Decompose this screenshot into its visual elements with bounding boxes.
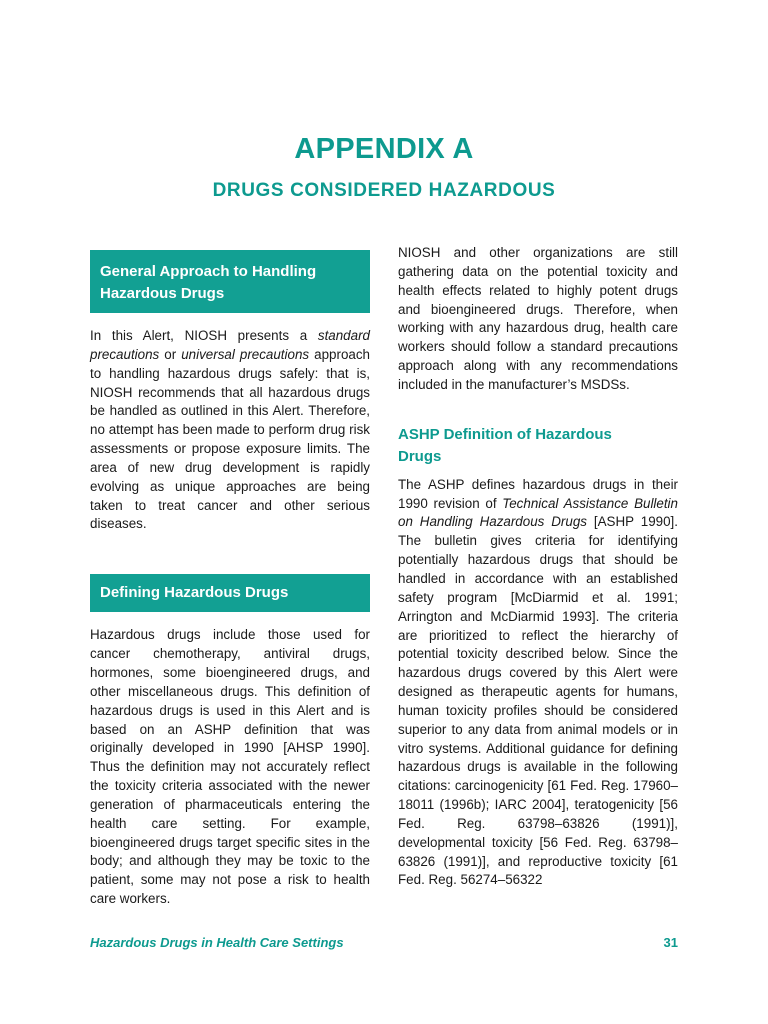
section-heading-line: General Approach to Handling bbox=[100, 263, 317, 280]
section-heading-general-approach bbox=[90, 250, 370, 313]
general-approach-paragraph bbox=[90, 327, 370, 534]
text-run: or bbox=[159, 346, 182, 362]
ashp-paragraph bbox=[398, 476, 678, 891]
left-column bbox=[90, 250, 370, 909]
text-run-italic: Technical Assistance Bulletin on Handling Hazardous Drugs bbox=[398, 495, 678, 530]
text-run: The ASHP defines hazardous drugs in their 1990 revision of bbox=[398, 476, 678, 511]
appendix-title: APPENDIX A bbox=[294, 133, 474, 165]
section-heading-line: Drugs bbox=[398, 447, 442, 465]
defining-paragraph: Hazardous drugs include those used for cancer chemotherapy, antiviral drugs, hormones, some bioengineered drugs, and other miscellaneous drugs. This definition of hazardous drugs is used in this Alert and is based on an ASHP definition that was originally developed in 1990 [AHSP 1990]. Thus the definition may not accurately reflect the toxicity criteria associated with the newer generation of pharmaceuticals entering the health care setting. For example, bioengineered drugs target specific sites in the body; and although they may be toxic to the patient, some may not pose a risk to health care workers. bbox=[90, 627, 370, 907]
footer-page-number: 31 bbox=[663, 935, 678, 950]
text-run-italic: standard precautions bbox=[90, 328, 370, 362]
intro-paragraph: NIOSH and other organizations are still gathering data on the potential toxicity and health effects related to highly potent drugs and bioengineered drugs. Therefore, when working with any hazardous drug, health care workers should follow a standard precautions approach along with any recommendations included in the manufacturer’s MSDSs. bbox=[398, 245, 678, 392]
appendix-subtitle: DRUGS CONSIDERED HAZARDOUS bbox=[212, 180, 556, 201]
section-heading-ashp bbox=[398, 424, 678, 468]
section-heading-line: ASHP Definition of Hazardous bbox=[398, 425, 612, 443]
footer-publication-title: Hazardous Drugs in Health Care Settings bbox=[90, 935, 344, 950]
right-column bbox=[398, 244, 678, 890]
text-run: In this Alert, NIOSH presents a bbox=[90, 328, 318, 343]
text-run-italic: universal precautions bbox=[181, 346, 310, 362]
section-heading-defining: Defining Hazardous Drugs bbox=[90, 574, 370, 612]
text-run: [ASHP 1990]. The bulletin gives criteria for identifying potentially hazardous drugs that should be handled in accordance with an established safety program [McDiarmid et al. 1991; Arrington and McDiarmid 1993]. The criteria are prioritized to reflect the hierarchy of potential toxicity described below. Since the hazardous drugs covered by this Alert were designed as therapeutic agents for humans, human toxicity profiles should be considered superior to any data from animal models or in vitro systems. Additional guidance for defining hazardous drugs is available in the following citations: carcinogenicity [61 Fed. Reg. 17960–18011 (1996b); IARC 2004], teratogenicity [56 Fed. Reg. 63798–63826 (1991)], developmental toxicity [56 Fed. Reg. 63798–63826 (1991)], and reproductive toxicity [61 Fed. Reg. 56274–56322 bbox=[398, 514, 678, 888]
text-run: approach to handling hazardous drugs safely: that is, NIOSH recommends that all hazardous drugs be handled as outlined in this Alert. Therefore, no attempt has been made to perform drug risk assessments or propose exposure limits. The area of new drug development is rapidly evolving as unique approaches are being taken to treat cancer and other serious diseases. bbox=[90, 346, 370, 532]
section-heading-line: Hazardous Drugs bbox=[100, 285, 225, 302]
